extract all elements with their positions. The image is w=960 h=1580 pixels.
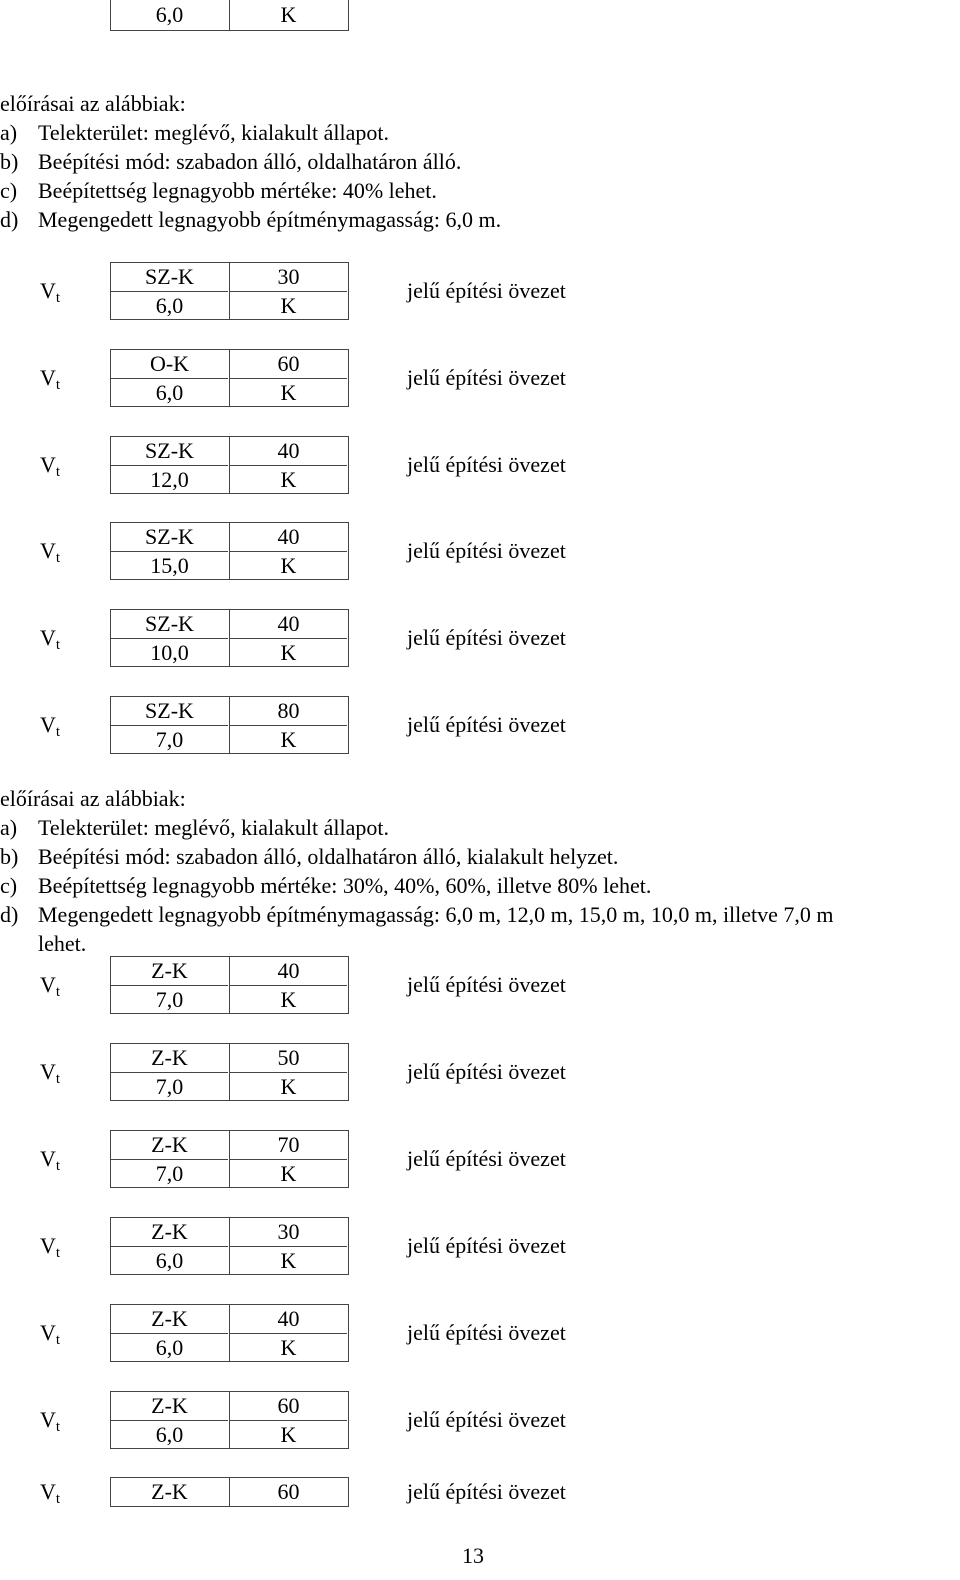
section2-line bbox=[0, 813, 958, 842]
zone-coverage-cell: 60 bbox=[277, 351, 300, 376]
section1-line bbox=[0, 147, 958, 176]
zone-coverage-cell: 40 bbox=[277, 958, 300, 983]
vt-symbol: $V_t$ bbox=[40, 365, 61, 393]
vt-symbol: $V_t$ bbox=[40, 625, 61, 653]
zone-type-cell: Z-K bbox=[151, 1306, 188, 1331]
zone-row bbox=[0, 522, 960, 582]
zone-height-cell: 7,0 bbox=[111, 1159, 228, 1187]
item-text: Beépítettség legnagyobb mértéke: 30%, 40%, 60%, illetve 80% lehet. bbox=[38, 873, 652, 898]
vt-symbol: $V_t$ bbox=[40, 1407, 61, 1435]
zone-type-cell: Z-K bbox=[151, 1393, 188, 1418]
section2-regulations bbox=[0, 784, 958, 958]
zone-code-box bbox=[110, 1304, 349, 1362]
zone-row-partial bbox=[0, 1477, 960, 1509]
item-label: d) bbox=[0, 902, 19, 927]
page-number: 13 bbox=[462, 1543, 484, 1568]
zone-label: jelű építési övezet bbox=[407, 1146, 566, 1171]
zone-row bbox=[0, 696, 960, 756]
item-text: Beépítési mód: szabadon álló, oldalhatáron álló. bbox=[38, 149, 462, 174]
vt-symbol: $V_t$ bbox=[40, 1146, 61, 1174]
item-text: Beépítettség legnagyobb mértéke: 40% lehet. bbox=[38, 178, 437, 203]
zone-code-box bbox=[110, 436, 349, 494]
zone-code-box bbox=[110, 1391, 349, 1449]
zone-mode-cell: K bbox=[230, 1420, 347, 1448]
zone-type-cell: Z-K bbox=[151, 1219, 188, 1244]
zone-code-box bbox=[110, 956, 349, 1014]
zone-code-box bbox=[110, 609, 349, 667]
item-label: a) bbox=[0, 120, 18, 145]
zone-label: jelű építési övezet bbox=[407, 972, 566, 997]
zone-code-box bbox=[110, 522, 349, 580]
section2-line bbox=[0, 871, 958, 900]
zone-row bbox=[0, 1391, 960, 1451]
zone-mode-cell: K bbox=[230, 291, 347, 319]
section1-line bbox=[0, 118, 958, 147]
zone-height-cell: 6,0 bbox=[111, 1333, 228, 1361]
zone-height-cell: 7,0 bbox=[111, 725, 228, 753]
zone-row bbox=[0, 1304, 960, 1364]
zone-type-cell: SZ-K bbox=[145, 264, 194, 289]
vt-symbol: $V_t$ bbox=[40, 1233, 61, 1261]
zone-type-cell: Z-K bbox=[151, 1045, 188, 1070]
zone-type-cell: SZ-K bbox=[145, 524, 194, 549]
vt-symbol: $V_t$ bbox=[40, 1320, 61, 1348]
zone-coverage-cell: 30 bbox=[277, 1219, 300, 1244]
zone-height-cell: 10,0 bbox=[111, 638, 228, 666]
zone-row bbox=[0, 1217, 960, 1277]
item-label: c) bbox=[0, 178, 18, 203]
zone-type-cell: O-K bbox=[149, 351, 190, 376]
zone-label: jelű építési övezet bbox=[407, 1233, 566, 1258]
item-label: b) bbox=[0, 844, 19, 869]
zone-label: jelű építési övezet bbox=[407, 625, 566, 650]
zone-mode-cell: K bbox=[230, 378, 347, 406]
section2-line bbox=[0, 842, 958, 871]
zone-mode-cell: K bbox=[230, 985, 347, 1013]
zone-type-cell: Z-K bbox=[151, 1479, 188, 1504]
zone-row bbox=[0, 436, 960, 496]
zone-label: jelű építési övezet bbox=[407, 538, 566, 563]
zone-mode-cell: K bbox=[230, 1333, 347, 1361]
section2-line bbox=[0, 784, 958, 813]
zone-label: jelű építési övezet bbox=[407, 1407, 566, 1432]
section2-intro: előírásai az alábbiak: bbox=[0, 786, 186, 811]
zone-coverage-cell: 40 bbox=[277, 438, 300, 463]
section1-line bbox=[0, 89, 958, 118]
section1-intro: előírásai az alábbiak: bbox=[0, 91, 186, 116]
zone-row bbox=[0, 262, 960, 322]
zone-height-cell: 6,0 bbox=[111, 1420, 228, 1448]
zone-mode-cell: K bbox=[230, 1072, 347, 1100]
zone-type-cell: Z-K bbox=[151, 958, 188, 983]
item-text: Beépítési mód: szabadon álló, oldalhatáron álló, kialakult helyzet. bbox=[38, 844, 619, 869]
zone-height-cell: 7,0 bbox=[111, 985, 228, 1013]
section1-line bbox=[0, 205, 958, 234]
zone-label: jelű építési övezet bbox=[407, 278, 566, 303]
zone-mode-cell: K bbox=[230, 551, 347, 579]
vt-symbol: $V_t$ bbox=[40, 538, 61, 566]
zone-coverage-cell: 80 bbox=[277, 698, 300, 723]
zone-coverage-cell: 40 bbox=[277, 611, 300, 636]
item-label: c) bbox=[0, 873, 18, 898]
zone-height-cell: 6,0 bbox=[111, 378, 228, 406]
item-label: d) bbox=[0, 207, 19, 232]
zone-height-cell: 15,0 bbox=[111, 551, 228, 579]
zone-code-box bbox=[110, 1043, 349, 1101]
zone-type-cell: Z-K bbox=[151, 1132, 188, 1157]
item-text: Telekterület: meglévő, kialakult állapot. bbox=[38, 815, 389, 840]
zone-mode-cell: K bbox=[230, 1246, 347, 1274]
zone-coverage-cell: 40 bbox=[277, 524, 300, 549]
zone-label: jelű építési övezet bbox=[407, 1320, 566, 1345]
zone-row bbox=[0, 349, 960, 409]
zone-mode-cell: K bbox=[230, 725, 347, 753]
zone-coverage-cell: 70 bbox=[277, 1132, 300, 1157]
zone-type-cell: SZ-K bbox=[145, 698, 194, 723]
zone-label: jelű építési övezet bbox=[407, 452, 566, 477]
item-text: Megengedett legnagyobb építménymagasság: 6,0 m, 12,0 m, 15,0 m, 10,0 m, illetve 7,0 m bbox=[38, 902, 834, 927]
zone-code-box bbox=[110, 1477, 349, 1507]
item-label: a) bbox=[0, 815, 18, 840]
zone-height-cell: 12,0 bbox=[111, 465, 228, 493]
fragment-cell-height: 6,0 bbox=[155, 2, 184, 27]
item-text: lehet. bbox=[38, 931, 87, 956]
vt-symbol: $V_t$ bbox=[40, 1479, 61, 1507]
vt-symbol: $V_t$ bbox=[40, 1059, 61, 1087]
section2-line bbox=[0, 929, 958, 958]
zone-height-cell: 6,0 bbox=[111, 1246, 228, 1274]
zone-coverage-cell: 30 bbox=[277, 264, 300, 289]
item-text: Megengedett legnagyobb építménymagasság: 6,0 m. bbox=[38, 207, 502, 232]
fragment-cell-type: K bbox=[280, 2, 297, 27]
section2-line bbox=[0, 900, 958, 929]
zone-mode-cell: K bbox=[230, 638, 347, 666]
zone-label: jelű építési övezet bbox=[407, 1059, 566, 1084]
zone-coverage-cell: 50 bbox=[277, 1045, 300, 1070]
zone-label: jelű építési övezet bbox=[407, 712, 566, 737]
zone-row bbox=[0, 956, 960, 1016]
zone-row bbox=[0, 1043, 960, 1103]
zone-row bbox=[0, 609, 960, 669]
zone-mode-cell: K bbox=[230, 1159, 347, 1187]
previous-zone-box-fragment bbox=[110, 0, 349, 31]
zone-row bbox=[0, 1130, 960, 1190]
vt-symbol: $V_t$ bbox=[40, 452, 61, 480]
section1-line bbox=[0, 176, 958, 205]
zone-height-cell: 7,0 bbox=[111, 1072, 228, 1100]
zone-type-cell: SZ-K bbox=[145, 611, 194, 636]
zone-code-box bbox=[110, 696, 349, 754]
vt-symbol: $V_t$ bbox=[40, 712, 61, 740]
vt-symbol: $V_t$ bbox=[40, 972, 61, 1000]
item-text: Telekterület: meglévő, kialakult állapot. bbox=[38, 120, 389, 145]
zone-label: jelű építési övezet bbox=[407, 1479, 566, 1504]
zone-coverage-cell: 60 bbox=[277, 1479, 300, 1504]
vt-symbol: $V_t$ bbox=[40, 278, 61, 306]
zone-mode-cell: K bbox=[230, 465, 347, 493]
zone-coverage-cell: 40 bbox=[277, 1306, 300, 1331]
zone-type-cell: SZ-K bbox=[145, 438, 194, 463]
zone-code-box bbox=[110, 1130, 349, 1188]
zone-code-box bbox=[110, 349, 349, 407]
zone-code-box bbox=[110, 262, 349, 320]
zone-code-box bbox=[110, 1217, 349, 1275]
item-label: b) bbox=[0, 149, 19, 174]
zone-height-cell: 6,0 bbox=[111, 291, 228, 319]
zone-coverage-cell: 60 bbox=[277, 1393, 300, 1418]
section1-regulations bbox=[0, 89, 958, 234]
zone-label: jelű építési övezet bbox=[407, 365, 566, 390]
